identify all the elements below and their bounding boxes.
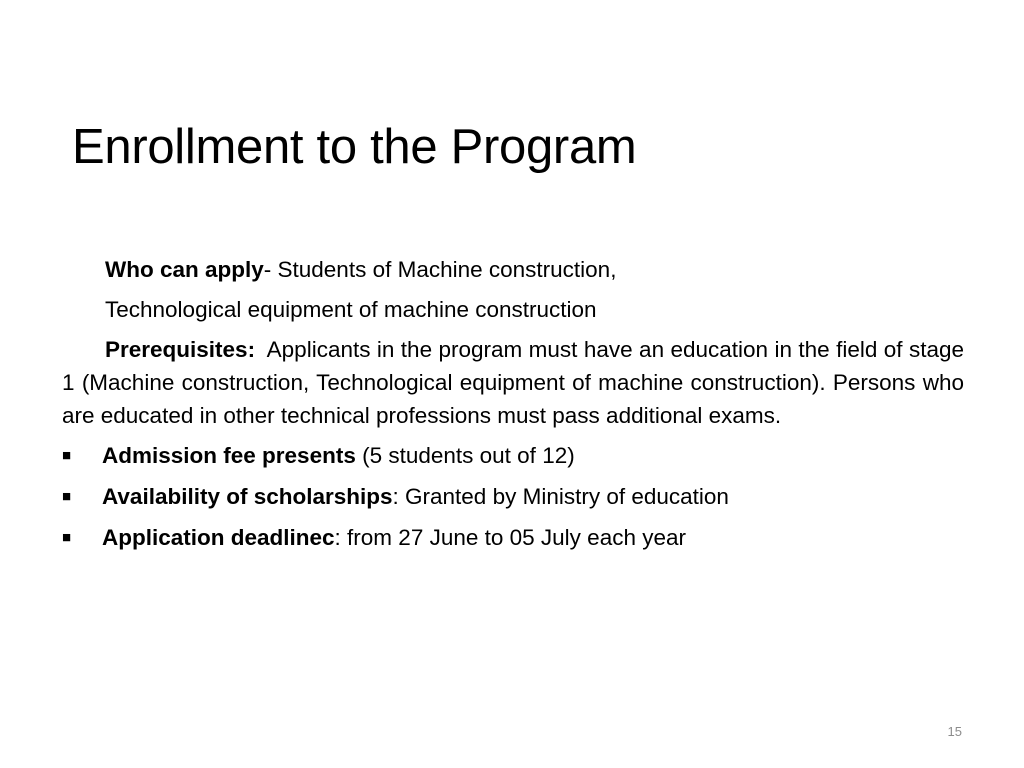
square-bullet-icon: ■ (62, 488, 72, 505)
scholarships-label: Availability of scholarships (102, 484, 393, 509)
slide-title: Enrollment to the Program (72, 120, 637, 174)
slide-body (62, 253, 964, 562)
prerequisites-label: Prerequisites: (105, 337, 256, 362)
square-bullet-icon: ■ (62, 529, 72, 546)
admission-fee-label: Admission fee presents (102, 443, 356, 468)
scholarships-bullet (62, 480, 964, 513)
prerequisites-text: Applicants in the program must have an education in the field of stage 1 (Machine construction, Technological equipment of machine construction). Persons who are educated in other technical professions must pass additional exams. (62, 337, 964, 428)
square-bullet-icon: ■ (62, 447, 72, 464)
who-can-apply-label: Who can apply (105, 257, 264, 282)
deadline-label: Application deadlinec (102, 525, 335, 550)
deadline-text: : from 27 June to 05 July each year (334, 525, 686, 550)
who-can-apply-continuation: Technological equipment of machine construction (105, 297, 597, 322)
page-number: 15 (947, 724, 962, 739)
admission-fee-text: (5 students out of 12) (355, 443, 575, 468)
scholarships-text: : Granted by Ministry of education (392, 484, 729, 509)
deadline-bullet (62, 521, 964, 554)
info-bullet-list (62, 439, 964, 554)
who-can-apply-paragraph (62, 253, 964, 286)
admission-fee-bullet (62, 439, 964, 472)
prerequisites-paragraph (62, 333, 964, 432)
who-can-apply-text: - Students of Machine construction, (263, 257, 617, 282)
